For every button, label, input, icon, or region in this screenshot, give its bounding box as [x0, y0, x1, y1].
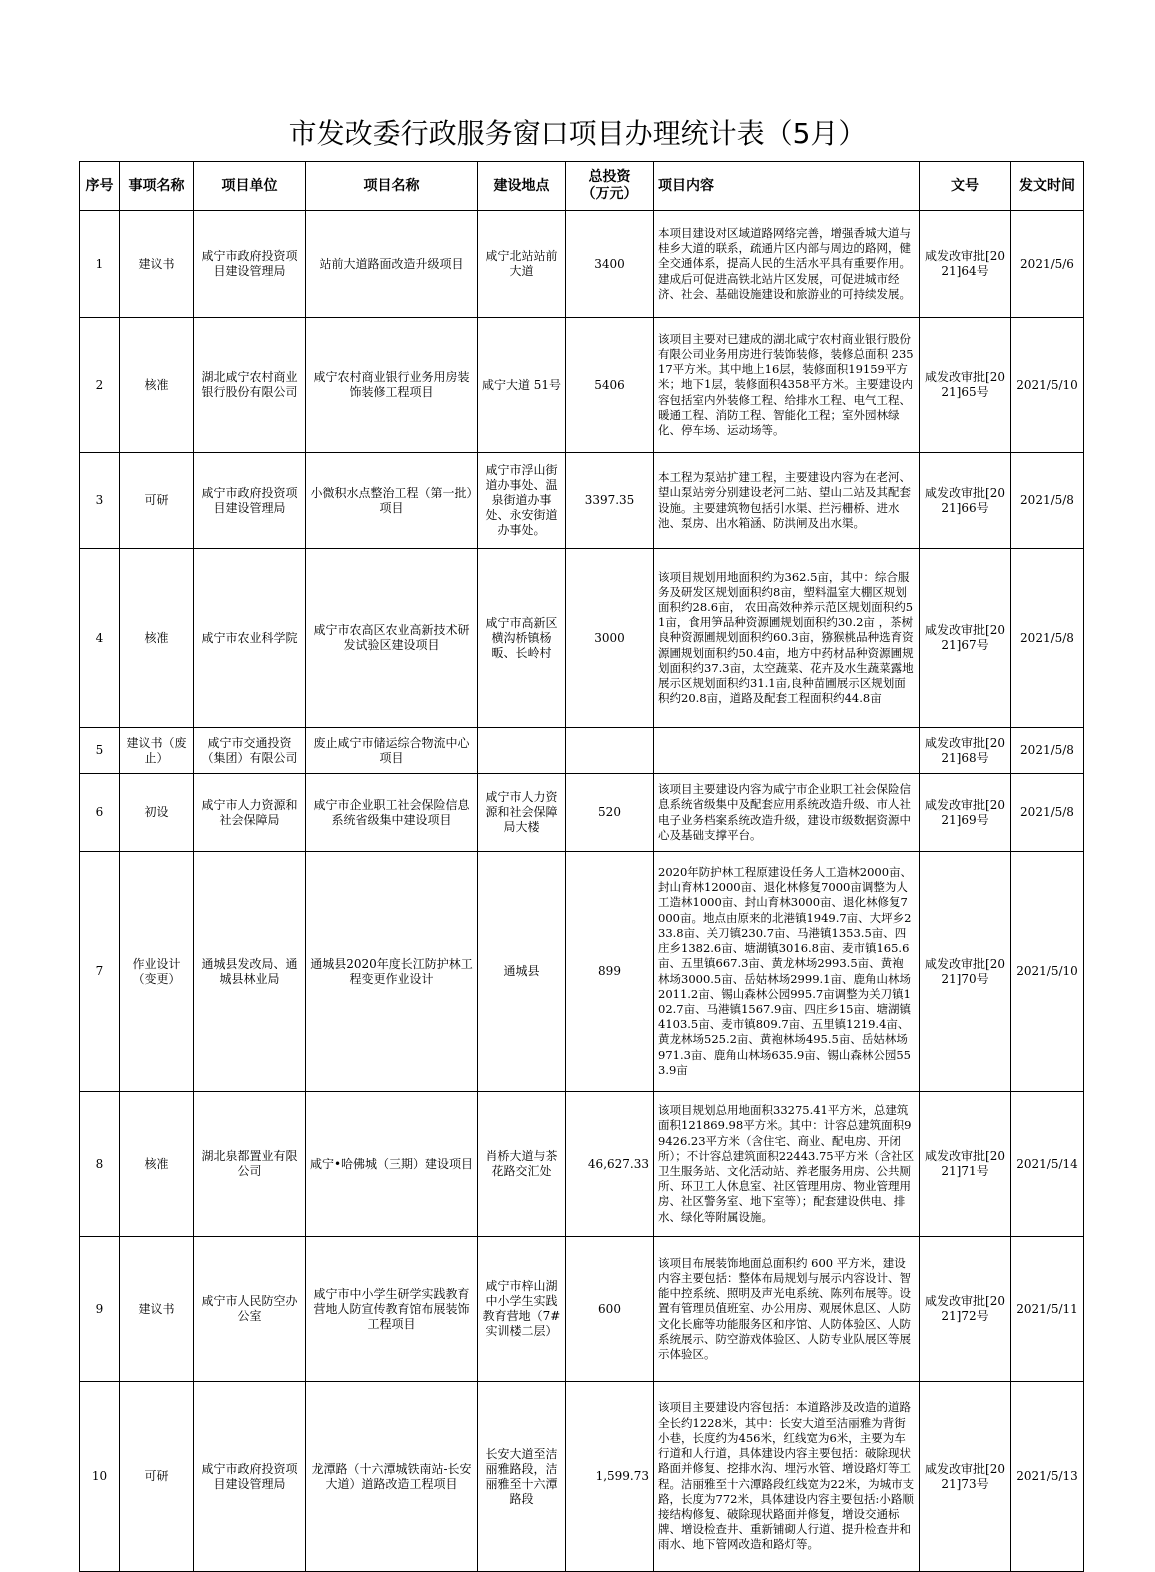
header-content: 项目内容 [654, 162, 920, 211]
row-unit: 咸宁市农业科学院 [194, 549, 306, 728]
row-investment: 5406 [566, 318, 654, 453]
row-unit: 咸宁市人民防空办公室 [194, 1237, 306, 1382]
row-date: 2021/5/10 [1011, 318, 1084, 453]
row-type: 核准 [120, 1092, 194, 1237]
row-doc: 咸发改审批[2021]70号 [920, 852, 1011, 1092]
row-name: 龙潭路（十六潭城铁南站-长安大道）道路改造工程项目 [306, 1382, 478, 1572]
row-type: 可研 [120, 453, 194, 549]
row-type: 建议书 [120, 1237, 194, 1382]
row-investment: 46,627.33 [566, 1092, 654, 1237]
page-title: 市发改委行政服务窗口项目办理统计表（5月） [288, 117, 867, 150]
row-doc: 咸发改审批[2021]72号 [920, 1237, 1011, 1382]
row-location [478, 728, 566, 774]
row-doc: 咸发改审批[2021]66号 [920, 453, 1011, 549]
row-content: 该项目主要建设内容包括：本道路涉及改造的道路全长约1228米，其中：长安大道至洁丽雅为背街小巷，长度约为456米，红线宽为6米，主要为车行道和人行道，具体建设内容主要包括：破除现状路面并修复、挖排水沟、埋污水管、增设路灯等工程。洁丽雅至十六潭路段红线宽为22米，为城市支路，长度为772米，具体建设内容主要包括:小路顺接结构修复、破除现状路面并修复，增设交通标牌、增设检查井、重新铺砌人行道、提升检查井和雨水、地下管网改造和路灯等。 [654, 1382, 920, 1572]
header-no: 序号 [80, 162, 120, 211]
table-row [80, 1382, 1084, 1572]
row-doc: 咸发改审批[2021]71号 [920, 1092, 1011, 1237]
row-location: 通城县 [478, 852, 566, 1092]
row-date: 2021/5/8 [1011, 453, 1084, 549]
row-date: 2021/5/8 [1011, 728, 1084, 774]
row-content: 本项目建设对区域道路网络完善，增强香城大道与桂乡大道的联系，疏通片区内部与周边的路网，健全交通体系，提高人民的生活水平具有重要作用。建成后可促进高铁北站片区发展，可促进城市经济、社会、基础设施建设和旅游业的可持续发展。 [654, 211, 920, 318]
row-no: 3 [80, 453, 120, 549]
row-name: 站前大道路面改造升级项目 [306, 211, 478, 318]
row-type: 初设 [120, 774, 194, 852]
row-date: 2021/5/10 [1011, 852, 1084, 1092]
header-name: 项目名称 [306, 162, 478, 211]
row-no: 2 [80, 318, 120, 453]
row-unit: 咸宁市人力资源和社会保障局 [194, 774, 306, 852]
row-no: 4 [80, 549, 120, 728]
stats-table [79, 161, 1084, 1572]
row-investment: 899 [566, 852, 654, 1092]
table-row [80, 774, 1084, 852]
row-content: 该项目规划总用地面积33275.41平方米，总建筑面积121869.98平方米。其中：计容总建筑面积99426.23平方米（含住宅、商业、配电房、开闭所）；不计容总建筑面积22443.75平方米（含社区卫生服务站、文化活动站、养老服务用房、公共厕所、环卫工人休息室、社区管理用房、物业管理用房、社区警务室、地下室等）；配套建设供电、排水、绿化等附属设施。 [654, 1092, 920, 1237]
row-no: 9 [80, 1237, 120, 1382]
header-row [80, 162, 1084, 211]
row-unit: 通城县发改局、通城县林业局 [194, 852, 306, 1092]
row-type: 核准 [120, 549, 194, 728]
row-doc: 咸发改审批[2021]64号 [920, 211, 1011, 318]
table-row [80, 453, 1084, 549]
row-no: 8 [80, 1092, 120, 1237]
row-no: 6 [80, 774, 120, 852]
row-location: 长安大道至洁丽雅路段，洁丽雅至十六潭路段 [478, 1382, 566, 1572]
row-investment: 3000 [566, 549, 654, 728]
header-doc: 文号 [920, 162, 1011, 211]
table-row [80, 318, 1084, 453]
row-unit: 湖北咸宁农村商业银行股份有限公司 [194, 318, 306, 453]
row-date: 2021/5/14 [1011, 1092, 1084, 1237]
row-no: 7 [80, 852, 120, 1092]
row-content: 该项目主要建设内容为咸宁市企业职工社会保险信息系统省级集中及配套应用系统改造升级、市人社电子业务档案系统改造升级，建设市级数据资源中心及基础支撑平台。 [654, 774, 920, 852]
row-location: 肖桥大道与茶花路交汇处 [478, 1092, 566, 1237]
row-investment: 3400 [566, 211, 654, 318]
header-unit: 项目单位 [194, 162, 306, 211]
row-content: 该项目布展装饰地面总面积约 600 平方米，建设内容主要包括：整体布局规划与展示内容设计、智能中控系统、照明及声光电系统、陈列布展等。设置有管理员值班室、办公用房、观展休息区、人防文化长廊等功能服务区和序馆、人防体验区、人防系统展示、防空游戏体验区、人防专业队展区等展示体验区。 [654, 1237, 920, 1382]
row-doc: 咸发改审批[2021]68号 [920, 728, 1011, 774]
row-type: 可研 [120, 1382, 194, 1572]
row-location: 咸宁市浮山街道办事处、温泉街道办事处、永安街道办事处。 [478, 453, 566, 549]
row-name: 咸宁•哈佛城（三期）建设项目 [306, 1092, 478, 1237]
row-name: 咸宁市中小学生研学实践教育营地人防宣传教育馆布展装饰工程项目 [306, 1237, 478, 1382]
row-type: 建议书 [120, 211, 194, 318]
table-row [80, 728, 1084, 774]
row-type: 建议书（废止） [120, 728, 194, 774]
row-name: 咸宁市企业职工社会保险信息系统省级集中建设项目 [306, 774, 478, 852]
header-type: 事项名称 [120, 162, 194, 211]
row-location: 咸宁市高新区横沟桥镇杨畈、长岭村 [478, 549, 566, 728]
row-location: 咸宁市梓山湖中小学生实践教育营地（7#实训楼二层） [478, 1237, 566, 1382]
row-name: 咸宁农村商业银行业务用房装饰装修工程项目 [306, 318, 478, 453]
row-type: 作业设计（变更） [120, 852, 194, 1092]
row-no: 5 [80, 728, 120, 774]
row-type: 核准 [120, 318, 194, 453]
row-location: 咸宁市人力资源和社会保障局大楼 [478, 774, 566, 852]
header-location: 建设地点 [478, 162, 566, 211]
row-doc: 咸发改审批[2021]73号 [920, 1382, 1011, 1572]
row-investment: 3397.35 [566, 453, 654, 549]
row-doc: 咸发改审批[2021]67号 [920, 549, 1011, 728]
row-investment: 520 [566, 774, 654, 852]
row-content: 本工程为泵站扩建工程，主要建设内容为在老河、望山泵站旁分别建设老河二站、望山二站及其配套设施。主要建筑物包括引水渠、拦污栅桥、进水池、泵房、出水箱涵、防洪闸及出水渠。 [654, 453, 920, 549]
row-investment: 1,599.73 [566, 1382, 654, 1572]
header-investment: 总投资 （万元） [566, 162, 654, 211]
row-content: 2020年防护林工程原建设任务人工造林2000亩、封山育林12000亩、退化林修复7000亩调整为人工造林1000亩、封山育林3000亩、退化林修复7000亩。地点由原来的北港镇1949.7亩、大坪乡233.8亩、关刀镇230.7亩、马港镇1353.5亩、四庄乡1382.6亩、塘湖镇3016.8亩、麦市镇165.6亩、五里镇667.3亩、黄龙林场2993.5亩、黄袍林场3000.5亩、岳姑林场2999.1亩、鹿角山林场2011.2亩、锡山森林公园995.7亩调整为关刀镇102.7亩、马港镇1567.9亩、四庄乡15亩、塘湖镇4103.5亩、麦市镇809.7亩、五里镇1219.4亩、黄龙林场525.2亩、黄袍林场495.5亩、岳姑林场971.3亩、鹿角山林场635.9亩、锡山森林公园553.9亩 [654, 852, 920, 1092]
table-row [80, 852, 1084, 1092]
table-row [80, 211, 1084, 318]
row-unit: 咸宁市政府投资项目建设管理局 [194, 1382, 306, 1572]
row-location: 咸宁大道 51号 [478, 318, 566, 453]
table-row [80, 1092, 1084, 1237]
row-location: 咸宁北站站前大道 [478, 211, 566, 318]
row-name: 通城县2020年度长江防护林工程变更作业设计 [306, 852, 478, 1092]
row-content: 该项目主要对已建成的湖北咸宁农村商业银行股份有限公司业务用房进行装饰装修，装修总面积 23517平方米。其中地上16层，装修面积19159平方米；地下1层，装修面积4358平方米。主要建设内容包括室内外装修工程、给排水工程、电气工程、暖通工程、消防工程、智能化工程；室外园林绿化、停车场、运动场等。 [654, 318, 920, 453]
row-content: 该项目规划用地面积约为362.5亩，其中：综合服务及研发区规划面积约8亩，塑料温室大棚区规划面积约28.6亩， 农田高效种养示范区规划面积约51亩，食用笋品种资源圃规划面积约30.2亩 ，茶树良种资源圃规划面积约60.3亩，猕猴桃品种选育资源圃规划面积约50.4亩，地方中药材品种资源圃规划面积约37.3亩，太空蔬菜、花卉及水生蔬菜露地展示区规划面积约31.1亩,良种苗圃展示区规划面积约20.8亩，道路及配套工程面积约44.8亩 [654, 549, 920, 728]
row-doc: 咸发改审批[2021]65号 [920, 318, 1011, 453]
row-unit: 咸宁市政府投资项目建设管理局 [194, 453, 306, 549]
row-name: 废止咸宁市储运综合物流中心项目 [306, 728, 478, 774]
row-date: 2021/5/8 [1011, 549, 1084, 728]
row-no: 1 [80, 211, 120, 318]
row-unit: 湖北泉都置业有限公司 [194, 1092, 306, 1237]
row-date: 2021/5/11 [1011, 1237, 1084, 1382]
row-doc: 咸发改审批[2021]69号 [920, 774, 1011, 852]
row-name: 咸宁市农高区农业高新技术研发试验区建设项目 [306, 549, 478, 728]
table-row [80, 549, 1084, 728]
row-unit: 咸宁市政府投资项目建设管理局 [194, 211, 306, 318]
row-investment: 600 [566, 1237, 654, 1382]
row-date: 2021/5/8 [1011, 774, 1084, 852]
header-date: 发文时间 [1011, 162, 1084, 211]
row-unit: 咸宁市交通投资（集团）有限公司 [194, 728, 306, 774]
row-content [654, 728, 920, 774]
row-investment [566, 728, 654, 774]
row-no: 10 [80, 1382, 120, 1572]
row-date: 2021/5/6 [1011, 211, 1084, 318]
table-row [80, 1237, 1084, 1382]
row-date: 2021/5/13 [1011, 1382, 1084, 1572]
row-name: 小微积水点整治工程（第一批）项目 [306, 453, 478, 549]
